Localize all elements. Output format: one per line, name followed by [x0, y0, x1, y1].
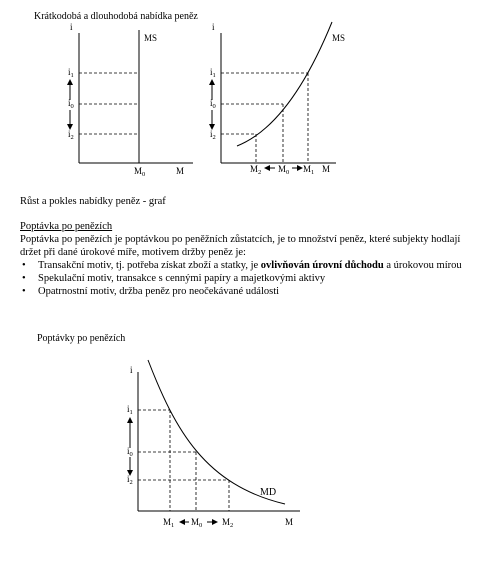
svg-text:i0: $i_0$ — [210, 98, 216, 110]
curve-label-ms: MS — [144, 33, 158, 43]
paragraph-line-2: držet při dané úrokové míře, motivem držby peněz je: — [20, 247, 246, 258]
svg-text:M0: $M_0$ — [134, 166, 146, 178]
figure2-title: Poptávky po penězích — [37, 333, 126, 344]
y-axis-label: i — [212, 22, 215, 32]
curve-label-md: MD — [260, 487, 277, 498]
svg-text:i2: $i_2$ — [210, 129, 216, 141]
svg-text:i1: $i_1$ — [127, 404, 133, 416]
paragraph-line-1: Poptávka po penězích je poptávkou po peněžních zůstatcích, je to množství peněz, které subjekty hodlají — [20, 234, 461, 245]
y-axis-label: i — [70, 22, 73, 32]
figure1-title: Krátkodobá a dlouhodobá nabídka peněz — [34, 11, 198, 22]
svg-text:i1: $i_1$ — [68, 67, 74, 79]
svg-text:M1: $M_1$ — [163, 517, 175, 529]
svg-text:i2: $i_2$ — [68, 129, 74, 141]
x-axis-label: M — [285, 517, 294, 527]
svg-text:M0: $M_0$ — [278, 164, 290, 176]
section-body — [20, 220, 462, 298]
list-item: • Spekulační motiv, transakce s cennými papíry a majetkovými aktivy — [20, 272, 462, 285]
ms-curve — [237, 22, 332, 146]
svg-text:M1: $M_1$ — [303, 164, 315, 176]
svg-text:i0: $i_0$ — [68, 98, 74, 110]
x-axis-label: M — [322, 164, 331, 174]
svg-text:M2: $M_2$ — [250, 164, 262, 176]
svg-text:M2: $M_2$ — [222, 517, 234, 529]
curve-label-ms: MS — [332, 33, 346, 43]
short-run-supply-chart — [68, 22, 193, 178]
svg-text:i0: $i_0$ — [127, 446, 133, 458]
svg-text:i1: $i_1$ — [210, 67, 216, 79]
motive-list — [20, 259, 462, 298]
x-axis-label: M — [176, 166, 185, 176]
long-run-supply-chart — [210, 22, 345, 176]
y-axis-label: i — [130, 365, 133, 375]
md-curve — [148, 360, 285, 504]
svg-text:i2: $i_2$ — [127, 474, 133, 486]
figure1-caption: Růst a pokles nabídky peněz - graf — [20, 196, 166, 207]
list-item: • Transakční motiv, tj. potřeba získat zboží a statky, je ovlivňován úrovní důchodu a úrokovou mírou — [20, 259, 462, 272]
svg-text:M0: $M_0$ — [191, 517, 203, 529]
list-item: • Opatrnostní motiv, držba peněz pro neočekávané události — [20, 285, 462, 298]
section-heading: Poptávka po penězích — [20, 221, 113, 232]
money-supply-charts — [0, 0, 503, 190]
money-demand-chart — [0, 340, 503, 540]
